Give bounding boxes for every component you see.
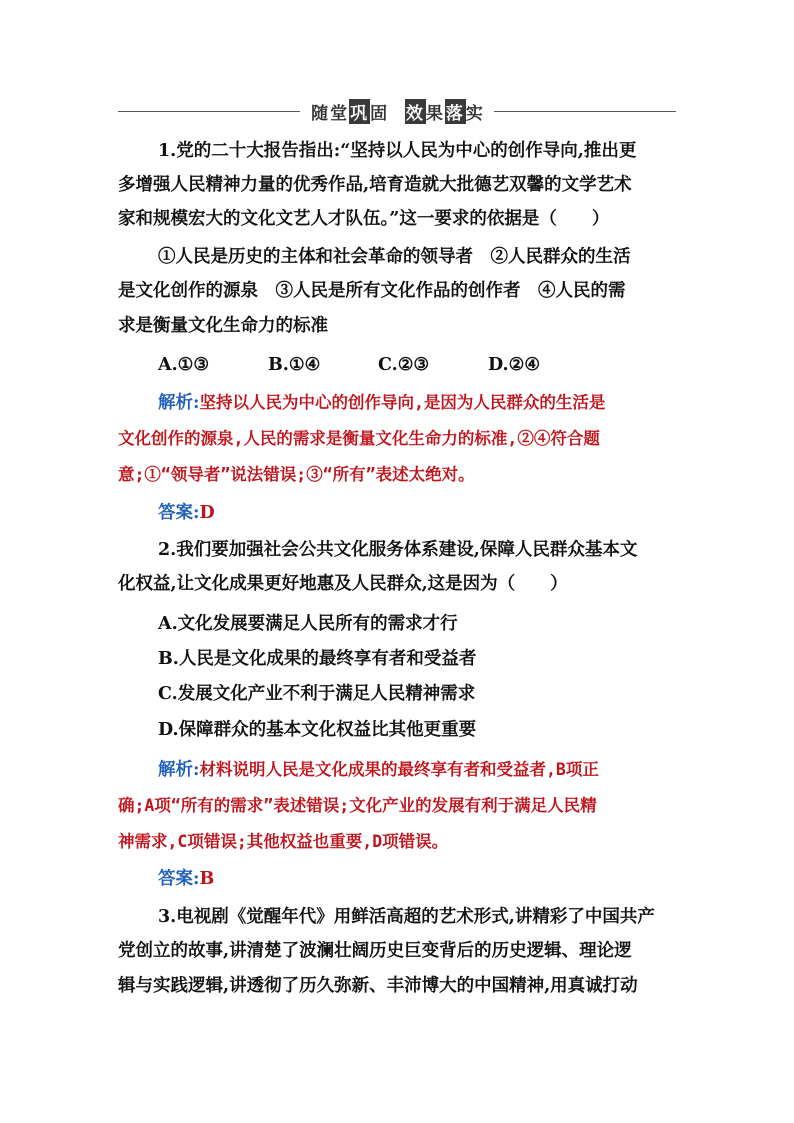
title-char: 堂: [330, 104, 350, 124]
q1-statements: 求是衡量文化生命力的标准: [118, 316, 328, 336]
title-char: 固: [370, 104, 390, 124]
q2-answer: [158, 864, 214, 894]
q1-answer: [158, 498, 215, 528]
answer-value: D: [199, 503, 215, 523]
q3-stem: 党创立的故事,讲清楚了波澜壮阔历史巨变背后的历史逻辑、理论逻: [118, 941, 632, 961]
q1-statements: 是文化创作的源泉 ③人民是所有文化作品的创作者 ④人民的需: [118, 281, 626, 301]
q1-statements: ①人民是历史的主体和社会革命的领导者 ②人民群众的生活: [158, 247, 631, 267]
explanation-label: 解析:: [158, 760, 200, 780]
explanation-text: 材料说明人民是文化成果的最终享有者和受益者,B项正: [199, 760, 599, 779]
option-c: C.②③: [378, 355, 430, 375]
option-c: C.发展文化产业不利于满足人民精神需求: [158, 684, 476, 704]
q2-explanation: 神需求,C项错误;其他权益也重要,D项错误。: [118, 832, 449, 851]
title-char: 果: [425, 104, 445, 124]
q1-stem: 家和规模宏大的文化文艺人才队伍。”这一要求的依据是（ ）: [118, 209, 610, 229]
option-d: D.②④: [488, 355, 541, 375]
q3-stem: 3.电视剧《觉醒年代》用鲜活高超的艺术形式,讲精彩了中国共产: [158, 907, 655, 927]
option-a: A.文化发展要满足人民所有的需求才行: [158, 614, 458, 634]
q2-stem: 2.我们要加强社会公共文化服务体系建设,保障人民群众基本文: [158, 540, 638, 560]
title-char-highlight: 巩: [349, 99, 370, 124]
header-rule-left: [118, 111, 300, 112]
explanation-label: 解析:: [158, 393, 200, 413]
option-a: A.①③: [158, 355, 210, 375]
q2-explanation: [158, 755, 599, 785]
q1-explanation: 文化创作的源泉,人民的需求是衡量文化生命力的标准,②④符合题: [118, 429, 600, 448]
answer-value: B: [199, 869, 215, 889]
q1-stem: 1.党的二十大报告指出:“坚持以人民为中心的创作导向,推出更: [158, 141, 637, 161]
q1-explanation: [158, 388, 605, 418]
q3-stem: 辑与实践逻辑,讲透彻了历久弥新、丰沛博大的中国精神,用真诚打动: [118, 976, 638, 996]
q2-explanation: 确;A项“所有的需求”表述错误;文化产业的发展有利于满足人民精: [118, 796, 597, 815]
q2-stem: 化权益,让文化成果更好地惠及人民群众,这是因为（ ）: [118, 574, 568, 594]
q1-explanation: 意;①“领导者”说法错误;③“所有”表述太绝对。: [118, 465, 475, 484]
section-header: [118, 99, 676, 125]
answer-label: 答案:: [158, 503, 200, 523]
title-char: 实: [465, 104, 485, 124]
option-d: D.保障群众的基本文化权益比其他更重要: [158, 720, 477, 740]
title-char-highlight: 效: [405, 99, 426, 124]
title-char-highlight: 落: [445, 99, 466, 124]
header-rule-right: [494, 111, 676, 112]
q1-stem: 多增强人民精神力量的优秀作品,培育造就大批德艺双馨的文学艺术: [118, 175, 632, 195]
option-b: B.①④: [268, 355, 321, 375]
title-char: 随: [311, 104, 331, 124]
explanation-text: 坚持以人民为中心的创作导向,是因为人民群众的生活是: [199, 393, 606, 412]
section-title: [308, 99, 488, 124]
answer-label: 答案:: [158, 869, 200, 889]
q1-options: [158, 350, 598, 380]
option-b: B.人民是文化成果的最终享有者和受益者: [158, 649, 477, 669]
